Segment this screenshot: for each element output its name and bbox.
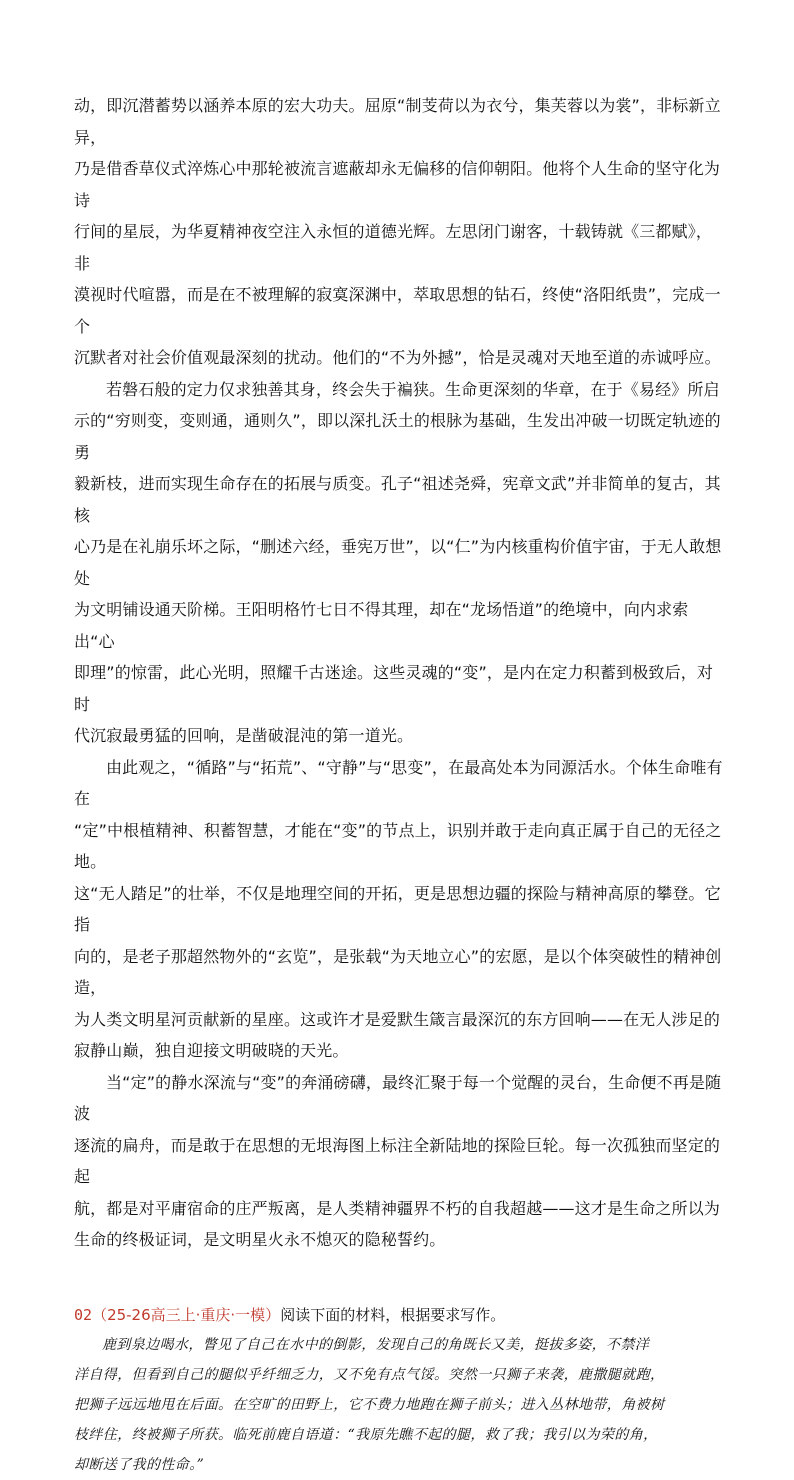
- essay-line: 逐流的扁舟，而是敢于在思想的无垠海图上标注全新陆地的探险巨轮。每一次孤独而坚定的起: [74, 1135, 721, 1186]
- essay-line: 寂静山巅，独自迎接文明破晓的天光。: [74, 1041, 349, 1060]
- essay-line: 向的，是老子那超然物外的“玄览”，是张载“为天地立心”的宏愿，是以个体突破性的精神创造，: [74, 946, 722, 997]
- essay-line: 动，即沉潜蓄势以涵养本原的宏大功夫。屈原“制芰荷以为衣兮，集芙蓉以为裳”，非标新立异，: [74, 96, 721, 147]
- material-line: 却断送了我的性命。”: [74, 1456, 205, 1473]
- question-header: [74, 1300, 724, 1330]
- essay-line: 示的“穷则变，变则通，通则久”，即以深扎沃土的根脉为基础，生发出冲破一切既定轨迹的勇: [74, 411, 721, 462]
- question-number: 02: [74, 1305, 93, 1324]
- essay-paragraph-1: [74, 90, 724, 374]
- material-line: 把狮子远远地甩在后面。在空旷的田野上，它不费力地跑在狮子前头；进入丛林地带，角被树: [74, 1396, 665, 1413]
- essay-line: 毅新枝，进而实现生命存在的拓展与质变。孔子“祖述尧舜，宪章文武”并非简单的复古，其核: [74, 474, 721, 525]
- essay-line: 为文明铺设通天阶梯。王阳明格竹七日不得其理，却在“龙场悟道”的绝境中，向内求索出“心: [74, 600, 689, 651]
- essay-line: 行间的星辰，为华夏精神夜空注入永恒的道德光辉。左思闭门谢客，十载铸就《三都赋》，非: [74, 222, 713, 273]
- essay-line: 由此观之，“循路”与“拓荒”、“守静”与“思变”，在最高处本为同源活水。个体生命唯有在: [74, 757, 723, 808]
- material-line: 鹿到泉边喝水，瞥见了自己在水中的倒影，发现自己的角既长又美，挺拔多姿，不禁洋: [102, 1336, 650, 1353]
- material-line: 枝绊住，终被狮子所获。临死前鹿自语道：“我原先瞧不起的腿，救了我；我引以为荣的角，: [74, 1426, 658, 1443]
- question-material: [74, 1330, 724, 1480]
- document-page: [74, 90, 724, 1480]
- essay-line: 沉默者对社会价值观最深刻的扰动。他们的“不为外撼”，恰是灵魂对天地至道的赤诚呼应。: [74, 348, 721, 367]
- essay-paragraph-3: [74, 752, 724, 1067]
- essay-paragraph-2: [74, 374, 724, 752]
- essay-line: 心乃是在礼崩乐坏之际，“删述六经，垂宪万世”，以“仁”为内核重构价值宇宙，于无人敢想处: [74, 537, 722, 588]
- essay-line: “定”中根植精神、积蓄智慧，才能在“变”的节点上，识别并敢于走向真正属于自己的无径之地。: [74, 820, 722, 871]
- question-block: [74, 1300, 724, 1480]
- essay-line: 乃是借香草仪式淬炼心中那轮被流言遮蔽却永无偏移的信仰朝阳。他将个人生命的坚守化为诗: [74, 159, 721, 210]
- essay-line: 若磐石般的定力仅求独善其身，终会失于褊狭。生命更深刻的华章，在于《易经》所启: [106, 379, 720, 399]
- essay-line: 当“定”的静水深流与“变”的奔涌磅礴，最终汇聚于每一个觉醒的灵台，生命便不再是随波: [74, 1072, 722, 1123]
- essay-paragraph-4: [74, 1067, 724, 1256]
- essay-line: 生命的终极证词，是文明星火永不熄灭的隐秘誓约。: [74, 1230, 446, 1249]
- essay-line: 这“无人踏足”的壮举，不仅是地理空间的开拓，更是思想边疆的探险与精神高原的攀登。它指: [74, 883, 721, 934]
- essay-line: 漠视时代喧嚣，而是在不被理解的寂寞深渊中，萃取思想的钻石，终使“洛阳纸贵”，完成一个: [74, 285, 721, 336]
- essay-line: 为人类文明星河贡献新的星座。这或许才是爱默生箴言最深沉的东方回响——在无人涉足的: [74, 1009, 721, 1029]
- question-instruction: 阅读下面的材料，根据要求写作。: [280, 1305, 506, 1324]
- material-line: 洋自得，但看到自己的腿似乎纤细乏力，又不免有点气馁。突然一只狮子来袭，鹿撒腿就跑，: [74, 1366, 665, 1383]
- essay-line: 代沉寂最勇猛的回响，是凿破混沌的第一道光。: [74, 726, 414, 745]
- essay-line: 即理”的惊雷，此心光明，照耀千古迷途。这些灵魂的“变”，是内在定力积蓄到极致后，对时: [74, 663, 714, 714]
- essay-line: 航，都是对平庸宿命的庄严叛离，是人类精神疆界不朽的自我超越——这才是生命之所以为: [74, 1198, 721, 1218]
- question-source: （25-26高三上·重庆·一模）: [92, 1305, 281, 1324]
